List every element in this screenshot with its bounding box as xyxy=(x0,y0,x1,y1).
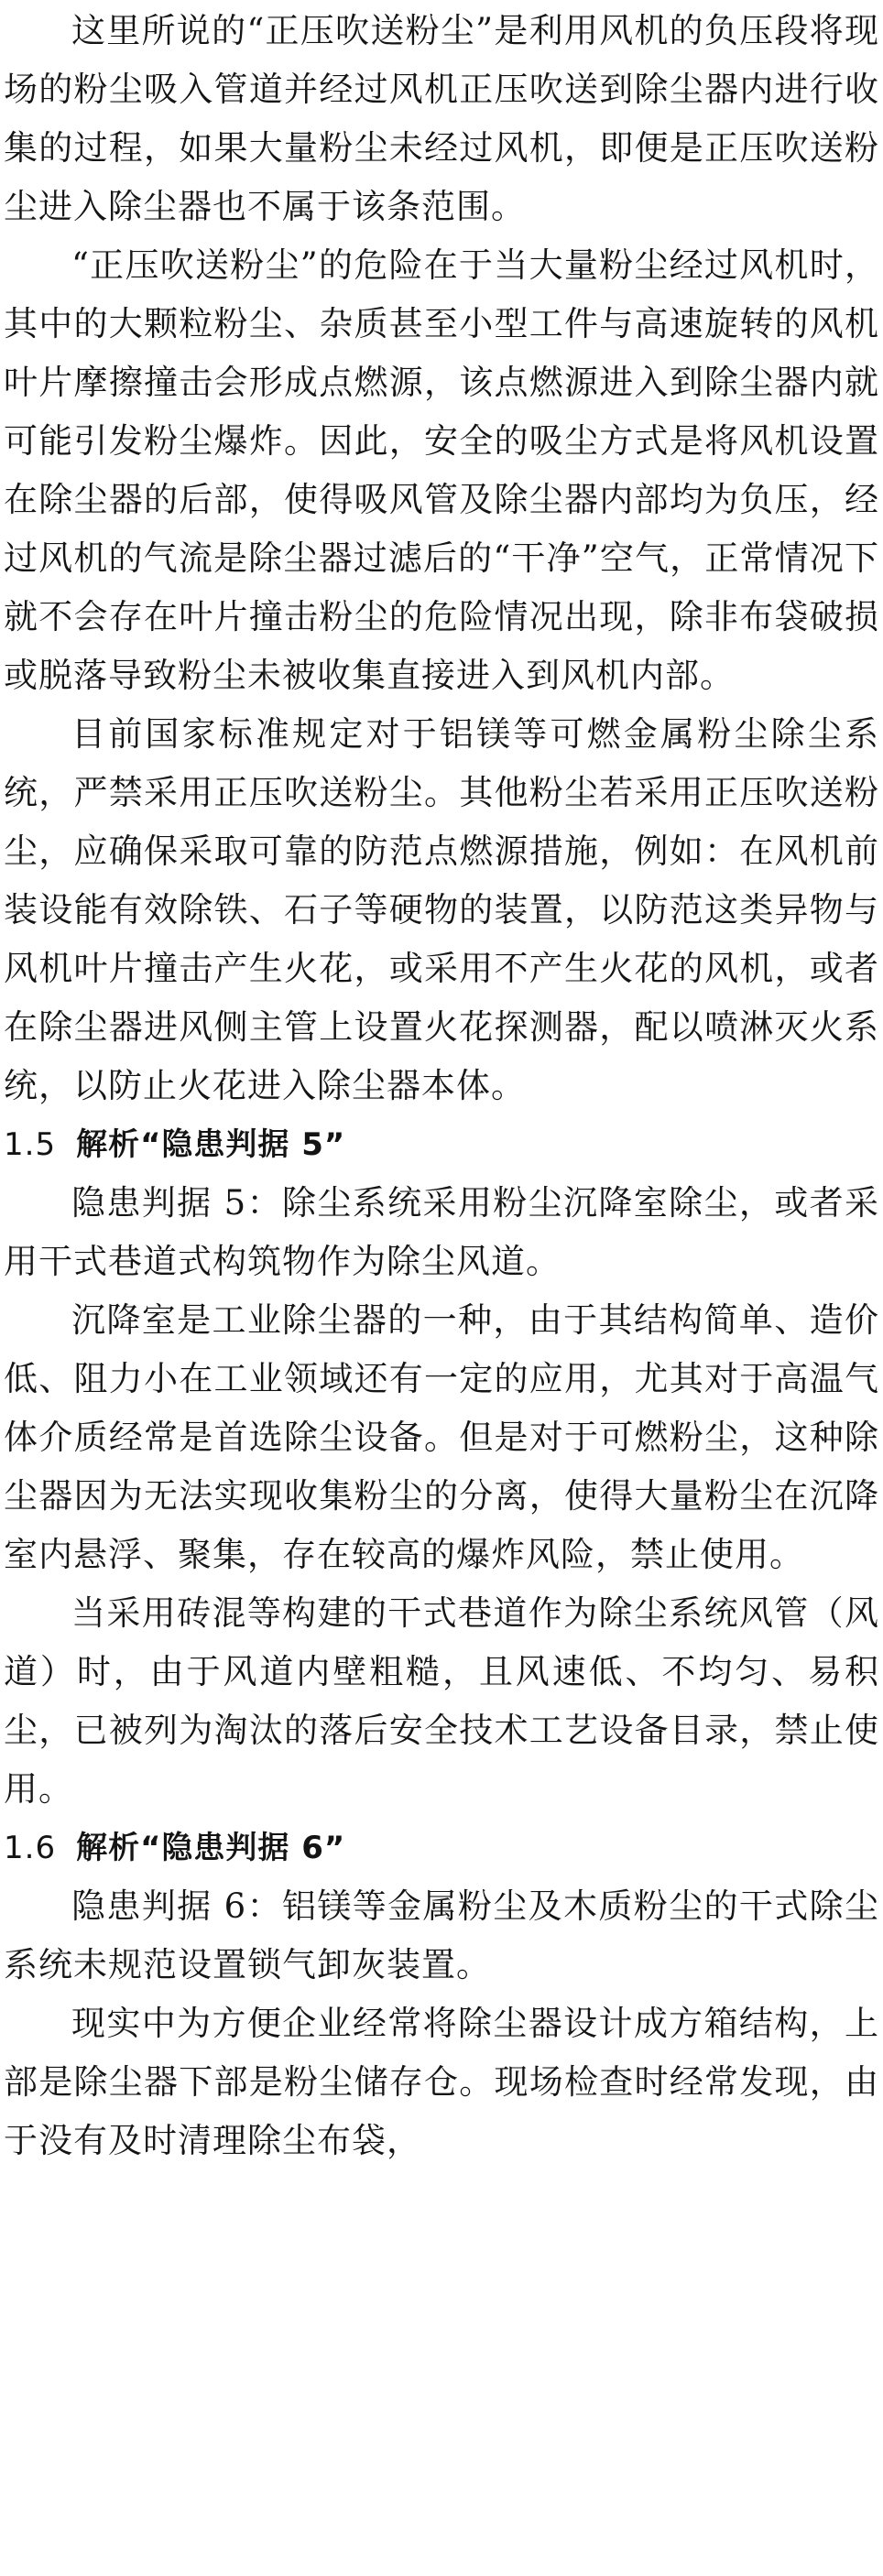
section-title: 解析“隐患判据 6” xyxy=(76,1830,346,1866)
section-number: 1.5 xyxy=(4,1126,57,1163)
paragraph-settling-chamber: 沉降室是工业除尘器的一种，由于其结构简单、造价低、阻力小在工业领域还有一定的应用，尤其对于高温气体介质经常是首选除尘设备。但是对于可燃粉尘，这种除尘器因为无法实现收集粉尘的分离，使得大量粉尘在沉降室内悬浮、聚集，存在较高的爆炸风险，禁止使用。 xyxy=(4,1300,879,1574)
paragraph-positive-pressure-danger: “正压吹送粉尘”的危险在于当大量粉尘经过风机时，其中的大颗粒粉尘、杂质甚至小型工件与高速旋转的风机叶片摩擦撞击会形成点燃源，该点燃源进入到除尘器内就可能引发粉尘爆炸。因此，安全的吸尘方式是将风机设置在除尘器的后部，使得吸风管及除尘器内部均为负压，经过风机的气流是除尘器过滤后的“干净”空气，正常情况下就不会存在叶片撞击粉尘的危险情况出现，除非布袋破损或脱落导致粉尘未被收集直接进入到风机内部。 xyxy=(4,245,879,695)
paragraph-dry-tunnel: 当采用砖混等构建的干式巷道作为除尘系统风管（风道）时，由于风道内壁粗糙，且风速低、不均匀、易积尘，已被列为淘汰的落后安全技术工艺设备目录，禁止使用。 xyxy=(4,1593,879,1809)
section-heading-1-6 xyxy=(4,1819,879,1877)
paragraph-box-structure: 现实中为方便企业经常将除尘器设计成方箱结构，上部是除尘器下部是粉尘储存仓。现场检查时经常发现，由于没有及时清理除尘布袋， xyxy=(4,2004,879,2160)
section-number: 1.6 xyxy=(4,1830,57,1866)
section-heading-1-5 xyxy=(4,1115,879,1174)
paragraph-criterion-6: 隐患判据 6：铝镁等金属粉尘及木质粉尘的干式除尘系统未规范设置锁气卸灰装置。 xyxy=(4,1886,879,1984)
paragraph-criterion-5: 隐患判据 5：除尘系统采用粉尘沉降室除尘，或者采用干式巷道式构筑物作为除尘风道。 xyxy=(4,1183,879,1281)
text-column xyxy=(4,2,879,2170)
section-title: 解析“隐患判据 5” xyxy=(76,1126,346,1163)
paragraph-positive-pressure-definition: 这里所说的“正压吹送粉尘”是利用风机的负压段将现场的粉尘吸入管道并经过风机正压吹送到除尘器内进行收集的过程，如果大量粉尘未经过风机，即便是正压吹送粉尘进入除尘器也不属于该条范围。 xyxy=(4,11,879,226)
paragraph-national-standard: 目前国家标准规定对于铝镁等可燃金属粉尘除尘系统，严禁采用正压吹送粉尘。其他粉尘若采用正压吹送粉尘，应确保采取可靠的防范点燃源措施，例如：在风机前装设能有效除铁、石子等硬物的装置，以防范这类异物与风机叶片撞击产生火花，或采用不产生火花的风机，或者在除尘器进风侧主管上设置火花探测器，配以喷淋灭火系统，以防止火花进入除尘器本体。 xyxy=(4,714,879,1105)
